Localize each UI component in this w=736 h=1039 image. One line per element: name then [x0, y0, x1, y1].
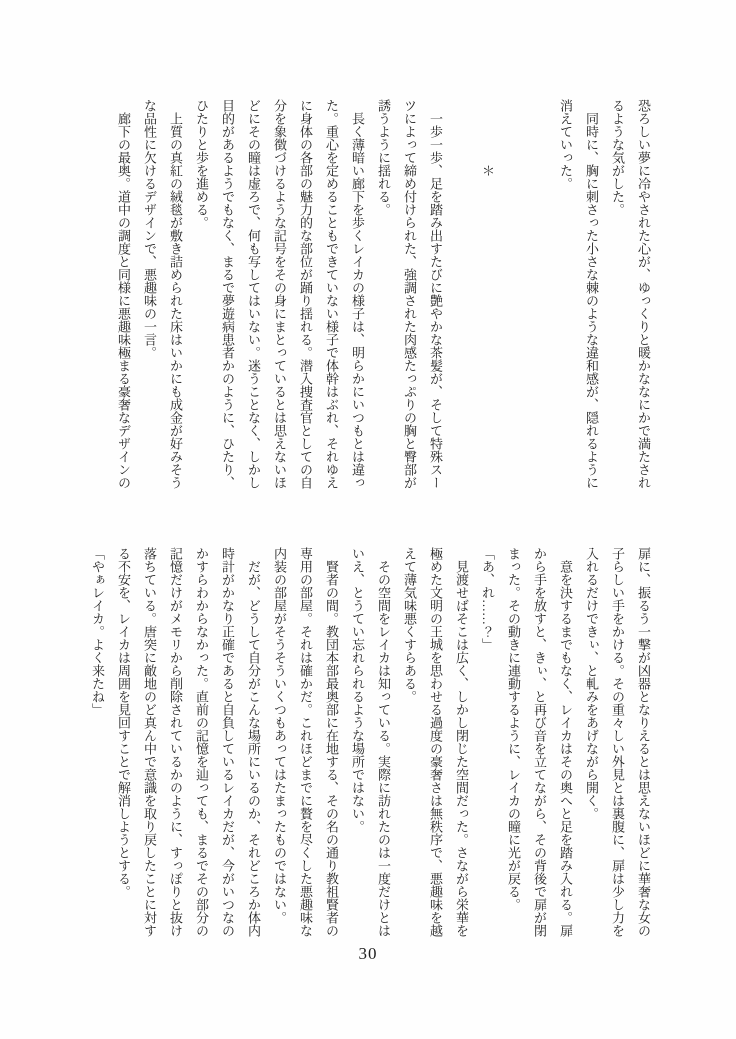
text-line: 廊下の最奥。道中の調度と同様に悪趣味極まる豪奢なデザインの: [116, 99, 131, 489]
text-line: 扉に、振るう一撃が凶器となりえるとは思えないほどに華奢な女の: [636, 547, 651, 937]
text-line: 極めた文明の王城を思わせる過度の豪奢さは無秩序で、悪趣味を越: [428, 547, 443, 937]
text-line: 長く薄暗い廊下を歩くレイカの様子は、明らかにいつもとは違っ: [350, 99, 365, 489]
text-line: 分を象徴づけるような記号をその身にまとっているとは思えないほ: [272, 99, 287, 489]
text-line: [526, 99, 552, 491]
text-line: るような気がした。: [610, 99, 625, 216]
text-line: かすらわからなかった。直前の記憶を辿っても、まるでその部分の: [194, 547, 209, 937]
text-line: た。重心を定めることもできていない様子で体幹はぶれ、それゆえ: [324, 99, 339, 489]
text-line: 上質の真紅の絨毯が敷き詰められた床はいかにも成金が好みそう: [168, 99, 183, 489]
text-line: ＊: [480, 99, 495, 177]
text-line: 記憶だけがメモリから削除されているかのように、すっぽりと抜け: [168, 547, 183, 937]
text-line: 落ちている。唐突に敵地のど真ん中で意識を取り戻したことに対す: [142, 547, 157, 937]
text-line: 目的があるようでもなく、まるで夢遊病患者かのように、ひたり、: [220, 99, 235, 489]
text-line: に身体の各部の魅力的な部位が踊り揺れる。潜入捜査官としての自: [298, 99, 313, 489]
text-line: 消えていった。: [558, 99, 573, 190]
text-line: ツによって締め付けられた、強調された肉感たっぷりの胸と臀部が: [402, 99, 417, 489]
text-line: 入れるだけできぃ、と軋みをあげながら開く。: [584, 547, 599, 820]
text-line: 専用の部屋。それは確かだ。これほどまでに贅を尽くした悪趣味な: [298, 547, 313, 937]
text-line: 同時に、胸に刺さった小さな棘のような違和感が、隠れるように: [584, 99, 599, 489]
text-block-bottom: [84, 547, 656, 939]
text-line: まった。その動きに連動するように、レイカの瞳に光が戻る。: [506, 547, 521, 911]
text-line: 子らしい手をかける。その重々しい外見とは裏腹に、扉は少し力を: [610, 547, 625, 937]
text-line: な品性に欠けるデザインで、悪趣味の一言。: [142, 99, 157, 359]
page-number: 30: [358, 944, 378, 963]
text-line: 賢者の間。教団本部最奥部に在地する、その名の通り教祖賢者の: [324, 547, 339, 937]
text-line: から手を放すと、きぃ、と再び音を立てながら、その背後で扉が閉: [532, 547, 547, 937]
text-line: ひたりと歩を進める。: [194, 99, 209, 229]
text-line: えて薄気味悪くすらある。: [402, 547, 417, 703]
text-line: る不安を、レイカは周囲を見回すことで解消しようとする。: [116, 547, 131, 898]
text-line: 誘うように揺れる。: [376, 99, 391, 216]
text-line: 意を決するまでもなく、レイカはその奥へと足を踏み入れる。扉: [558, 547, 573, 937]
text-line: どにその瞳は虚ろで、何も写してはいない。迷うことなく、しかし: [246, 99, 261, 489]
text-line: 時計がかなり正確であると自負しているレイカだが、今がいつなの: [220, 547, 235, 937]
text-block-top: [110, 99, 656, 491]
text-line: 見渡せばそこは広く、しかし閉じた空間だった。さながら栄華を: [454, 547, 469, 937]
text-line: 一歩一歩、足を踏み出すたびに艶やかな茶髪が、そして特殊スー: [428, 99, 443, 489]
text-line: その空間をレイカは知っている。実際に訪れたのは一度だけとは: [376, 547, 391, 937]
text-line: だが、どうして自分がこんな場所にいるのか、それどころか体内: [246, 547, 261, 937]
text-line: [448, 99, 474, 491]
text-line: 恐ろしい夢に冷やされた心が、ゆっくりと暖かななにかで満たされ: [636, 99, 651, 489]
text-line: 「やぁレイカ。よく来たね」: [90, 547, 105, 716]
text-line: いえ、とうてい忘れられるような場所ではない。: [350, 547, 365, 833]
text-line: 「あ、れ……？」: [480, 547, 495, 651]
text-line: [500, 99, 526, 491]
text-line: 内装の部屋がそうそういくつもあってはたまったものではない。: [272, 547, 287, 924]
